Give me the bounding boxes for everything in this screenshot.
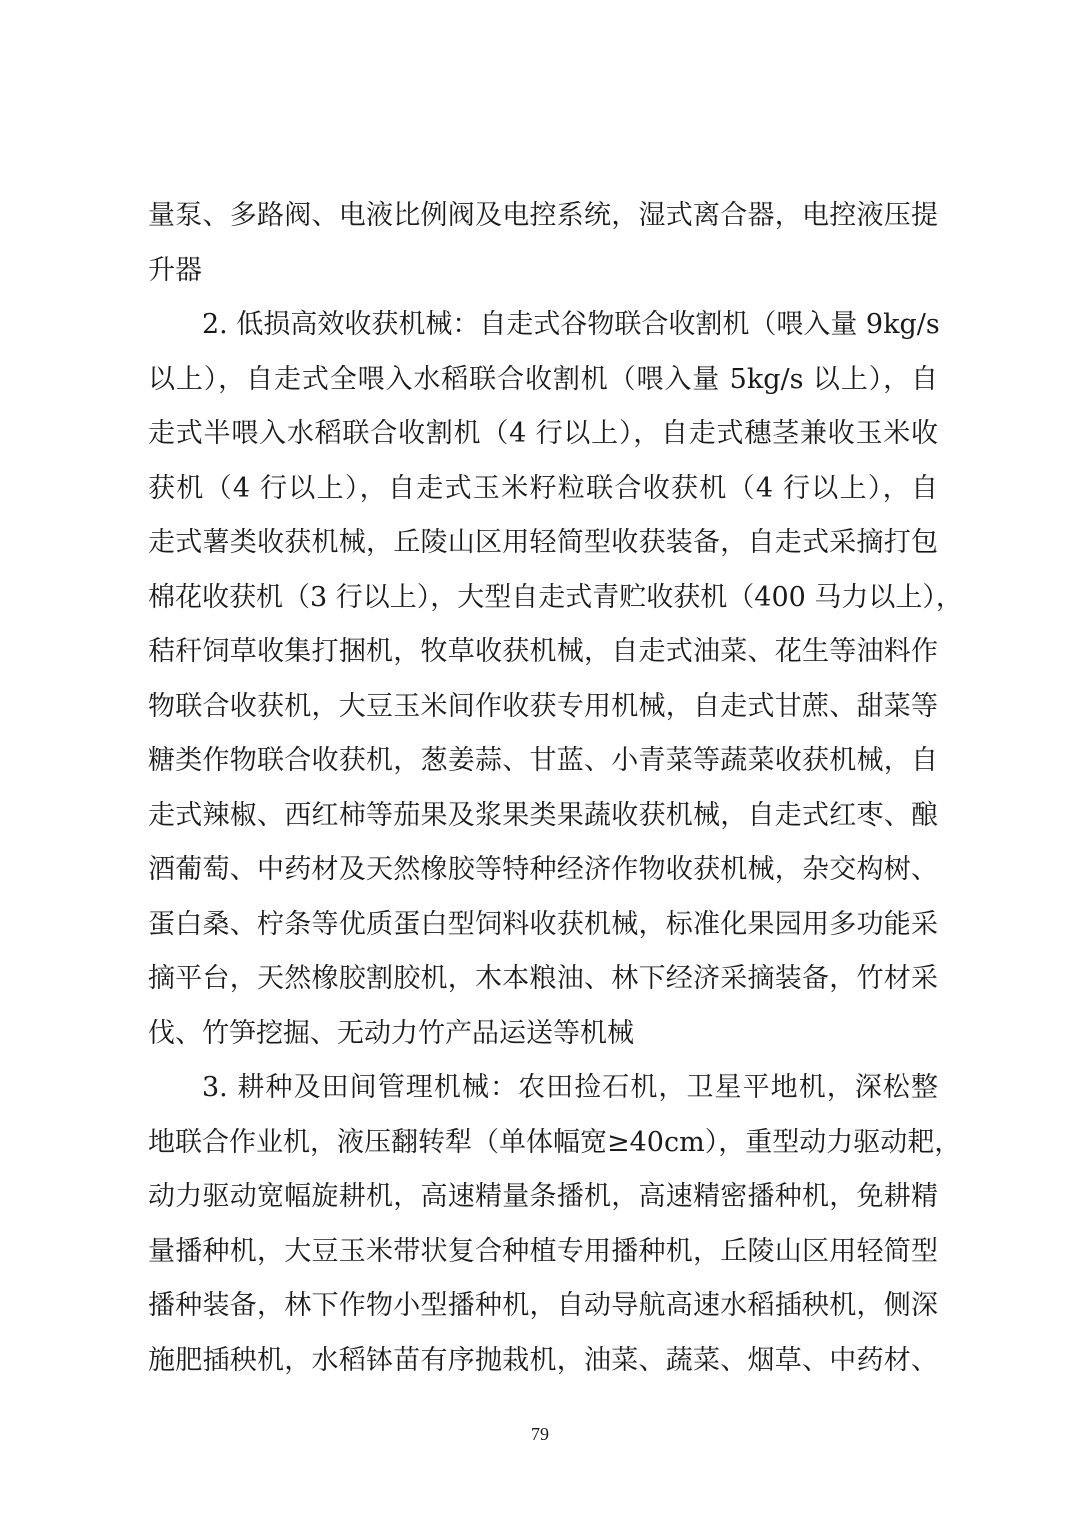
text-line: 获机（4 行以上），自走式玉米籽粒联合收获机（4 行以上），自 [148, 472, 938, 504]
page-number: 79 [531, 1424, 549, 1444]
text-line: 走式薯类收获机械，丘陵山区用轻简型收获装备，自走式采摘打包 [148, 527, 938, 558]
text-line: 糖类作物联合收获机，葱姜蒜、甘蓝、小青菜等蔬菜收获机械，自 [148, 745, 938, 776]
section-2-heading-line: 2. 低损高效收获机械：自走式谷物联合收割机（喂入量 9kg/s [202, 309, 940, 340]
text-line: 蛋白桑、柠条等优质蛋白型饲料收获机械，标准化果园用多功能采 [148, 908, 938, 940]
text-line: 酒葡萄、中药材及天然橡胶等特种经济作物收获机械，杂交构树、 [148, 854, 938, 885]
text-line: 走式辣椒、西红柿等茄果及浆果类果蔬收获机械，自走式红枣、酿 [148, 799, 938, 831]
text-line: 量播种机，大豆玉米带状复合种植专用播种机，丘陵山区用轻简型 [148, 1235, 938, 1267]
text-line: 摘平台，天然橡胶割胶机，木本粮油、林下经济采摘装备，竹材采 [148, 963, 938, 994]
text-line: 升器 [148, 254, 202, 286]
text-line: 走式半喂入水稻联合收割机（4 行以上），自走式穗茎兼收玉米收 [148, 418, 938, 449]
section-3-heading-line: 3. 耕种及田间管理机械：农田捡石机，卫星平地机，深松整 [202, 1072, 938, 1103]
body-text [148, 189, 963, 1388]
text-line: 秸秆饲草收集打捆机，牧草收获机械，自走式油菜、花生等油料作 [148, 636, 938, 667]
text-line: 伐、竹笋挖掘、无动力竹产品运送等机械 [148, 1017, 634, 1049]
text-line: 以上），自走式全喂入水稻联合收割机（喂入量 5kg/s 以上），自 [148, 363, 938, 395]
text-line: 量泵、多路阀、电液比例阀及电控系统，湿式离合器，电控液压提 [148, 200, 938, 231]
text-line: 物联合收获机，大豆玉米间作收获专用机械，自走式甘蔗、甜菜等 [148, 690, 938, 722]
text-line: 播种装备，林下作物小型播种机，自动导航高速水稻插秧机，侧深 [148, 1290, 938, 1321]
text-line: 棉花收获机（3 行以上），大型自走式青贮收获机（400 马力以上）， [148, 581, 963, 613]
text-line: 施肥插秧机，水稻钵苗有序抛栽机，油菜、蔬菜、烟草、中药材、 [148, 1344, 938, 1376]
text-line: 动力驱动宽幅旋耕机，高速精量条播机，高速精密播种机，免耕精 [148, 1181, 938, 1212]
text-line: 地联合作业机，液压翻转犁（单体幅宽≥40cm），重型动力驱动耙， [148, 1126, 962, 1158]
